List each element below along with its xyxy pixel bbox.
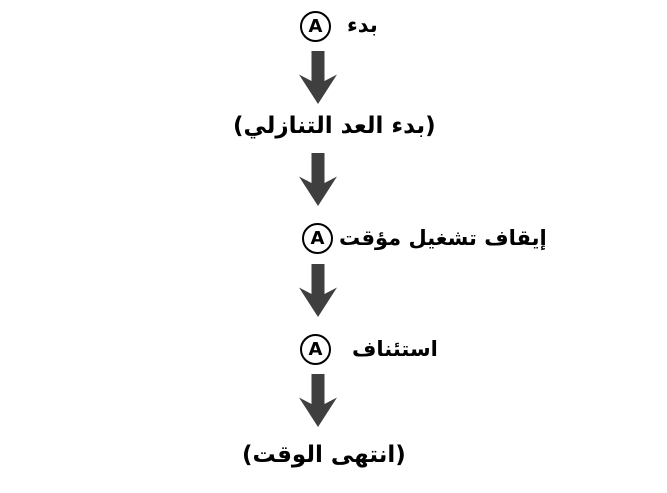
step-start-label: بدء (347, 13, 378, 37)
down-arrow-icon (299, 374, 337, 427)
key-a-badge (300, 11, 331, 42)
step-resume-label: استئناف (352, 337, 438, 361)
key-a-badge (300, 334, 331, 365)
key-a-letter: A (308, 338, 323, 360)
step-timeup-label: (انتهى الوقت) (242, 442, 406, 468)
step-pause-label: إيقاف تشغيل مؤقت (339, 226, 547, 250)
down-arrow-icon (299, 51, 337, 104)
key-a-letter: A (310, 227, 325, 249)
step-countdown-label: (بدء العد التنازلي) (233, 113, 436, 139)
key-a-badge (302, 223, 333, 254)
down-arrow-icon (299, 264, 337, 317)
key-a-letter: A (308, 15, 323, 37)
down-arrow-icon (299, 153, 337, 206)
